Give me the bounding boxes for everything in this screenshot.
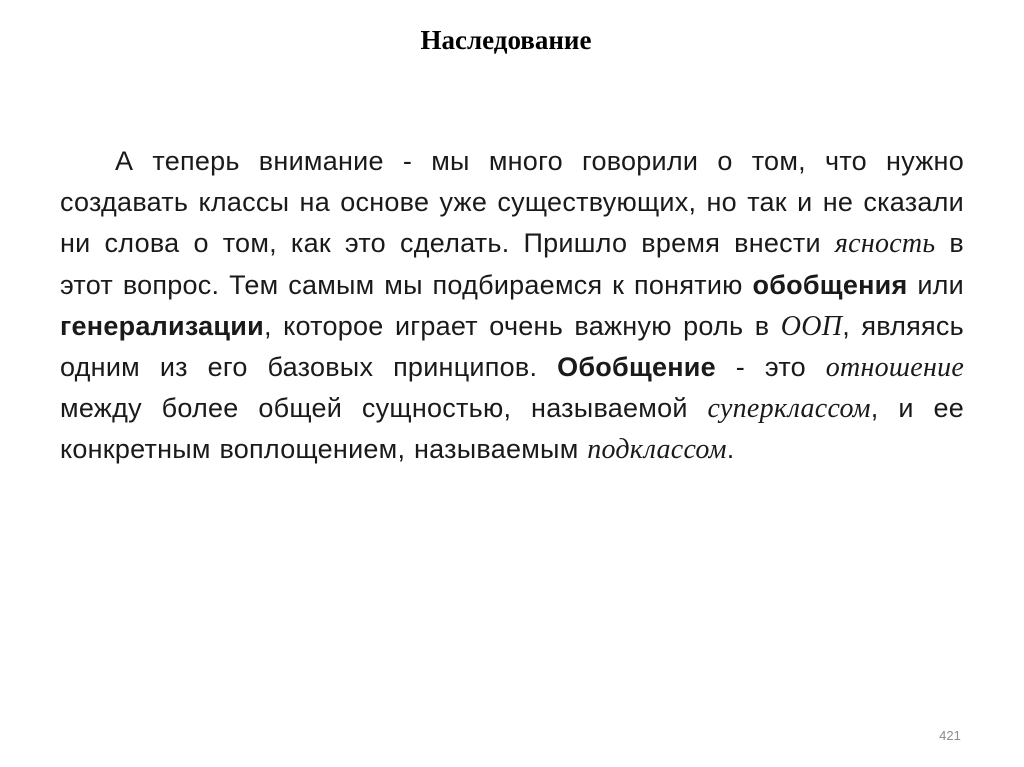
emphasis-relation: отношение bbox=[825, 352, 965, 384]
bold-term-obobshchenie: Обобщение bbox=[557, 352, 716, 383]
text-segment: , являясь одним из его базовых принципов. bbox=[60, 310, 964, 383]
slide-title: Наследование bbox=[420, 25, 592, 55]
text-segment: , и ее конкретным воплощением, называемым bbox=[60, 393, 964, 465]
text-segment: . bbox=[726, 434, 735, 465]
text-segment: - это bbox=[715, 352, 826, 383]
emphasis-oop: ООП bbox=[780, 310, 843, 342]
text-segment: А теперь внимание - мы много говорили о том, что нужно создавать классы на основе уже существующих, но так и не сказали ни слова о том, как это сделать. Пришло время внести bbox=[60, 146, 964, 259]
bold-term-generalizatsii: генерализации bbox=[60, 310, 264, 341]
emphasis-clarity: ясность bbox=[834, 228, 936, 260]
text-segment: в этот вопрос. Тем самым мы подбираемся к понятию bbox=[60, 228, 964, 300]
body-paragraph bbox=[60, 141, 964, 471]
emphasis-subclass: подклассом bbox=[587, 434, 727, 466]
text-segment: между более общей сущностью, называемой bbox=[60, 393, 708, 424]
page-number: 421 bbox=[939, 728, 961, 743]
bold-term-generalization: обобщения bbox=[752, 269, 908, 300]
text-segment: , которое играет очень важную роль в bbox=[263, 310, 781, 341]
emphasis-superclass: суперклассом bbox=[707, 393, 871, 425]
text-segment: или bbox=[907, 269, 964, 300]
